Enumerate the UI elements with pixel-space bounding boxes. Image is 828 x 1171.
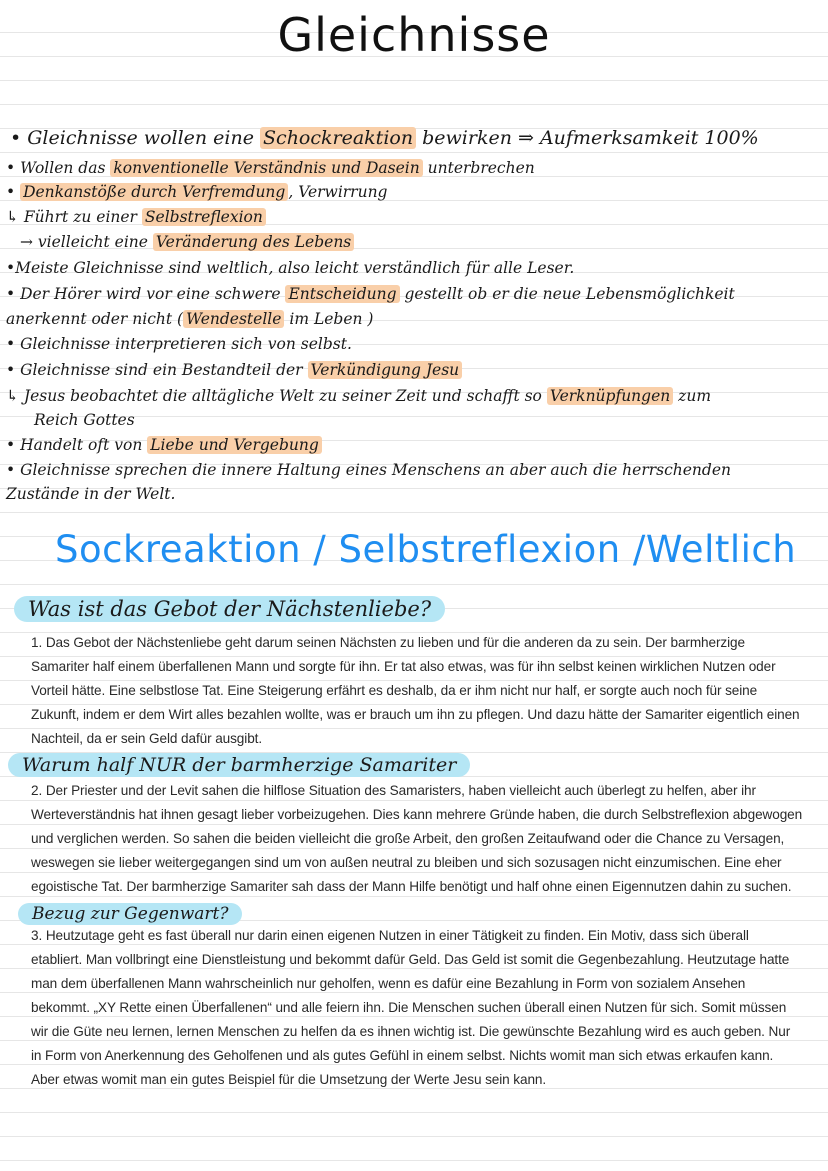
question-heading: Warum half NUR der barmherzige Samariter	[8, 753, 470, 777]
section-heading: Sockreaktion / Selbstreflexion /Weltlich	[55, 528, 797, 571]
note-line: • Gleichnisse sprechen die innere Haltung eines Menschens an aber auch die herrschenden	[6, 461, 731, 479]
page-title: Gleichnisse	[277, 8, 551, 62]
note-line: ↳ Führt zu einer Selbstreflexion	[6, 207, 266, 227]
note-line: • Denkanstöße durch Verfremdung , Verwirrung	[6, 183, 388, 201]
answer-paragraph: 2. Der Priester und der Levit sahen die hilflose Situation des Samaristers, haben vielleicht auch überlegt zu helfen, aber ihr Werteverständnis hat ihnen gesagt lieber vorbeizugehen. Dies kann mehrere Gründe haben, die durch Selbstreflexion abgewogen und verglichen werden. So sahen die beiden vielleicht die große Arbeit, den großen Zeitaufwand oder die Chance zu Versagen, weswegen sie lieber weitergegangen sind um von außen neutral zu bleiben und sich sozusagen nicht einzumischen. Eine eher egoistische Tat. Der barmherzige Samariter sah dass der Mann Hilfe benötigt und half ohne einen Eigennutzen dahin zu suchen.	[31, 783, 803, 894]
note-line: • Der Hörer wird vor eine schwere Entscheidung gestellt ob er die neue Lebensmöglichkeit	[6, 285, 735, 303]
note-line: • Wollen das konventionelle Verständnis und Dasein unterbrechen	[6, 159, 535, 177]
note-line: • Handelt oft von Liebe und Vergebung	[6, 435, 322, 455]
question-heading: Was ist das Gebot der Nächstenliebe?	[14, 596, 445, 622]
note-line: anerkennt oder nicht ( Wendestelle im Leben )	[6, 310, 374, 328]
answer-paragraph: 1. Das Gebot der Nächstenliebe geht darum seinen Nächsten zu lieben und für die anderen da zu sein. Der barmherzige Samariter half einem überfallenen Mann und sorgte für ihn. Er tat also etwas, was für ihn selbst keinen wirklichen Nutzen oder Vorteil hätte. Eine selbstlose Tat. Eine Steigerung erfährt es deshalb, da er ihm nicht nur half, er sorgte auch noch für seine Zukunft, indem er dem Wirt alles bezahlen wollte, was er brauch um ihn zu pflegen. Und dazu hätte der Samariter eigentlich einen Nachteil, da er sein Geld dafür ausgibt.	[31, 635, 800, 746]
note-line: → vielleicht eine Veränderung des Lebens	[20, 232, 354, 252]
note-line: • Gleichnisse interpretieren sich von selbst.	[6, 335, 352, 353]
answer-paragraph: 3. Heutzutage geht es fast überall nur darin einen eigenen Nutzen in einer Tätigkeit zu finden. Ein Motiv, dass sich überall etabliert. Man vollbringt eine Dienstleistung und bekommt dafür Geld. Das Geld ist somit die Gegenbezahlung. Heutzutage hatte man dem überfallenen Mann wahrscheinlich nur geholfen, wenn es dafür eine Bezahlung in Form von sozialem Ansehen bekommt. „XY Rette einen Überfallenen“ und alle feiern ihn. Die Menschen suchen überall einen Nutzen für sich. Somit müssen wir die Güte neu lernen, lernen Menschen zu helfen da es ihnen wichtig ist. Die gewünschte Bezahlung wird es auch geben. Nur in Form von Anerkennung des Geholfenen und als gutes Gefühl in einem selbst. Nichts womit man sich etwas erkaufen kann. Aber etwas womit man ein gutes Beispiel für die Umsetzung der Werte Jesu sein kann.	[31, 928, 791, 1087]
note-line: • Gleichnisse wollen eine Schockreaktion bewirken ⇒ Aufmerksamkeit 100%	[10, 127, 759, 149]
note-line: Reich Gottes	[34, 411, 135, 429]
note-line: ↳ Jesus beobachtet die alltägliche Welt zu seiner Zeit und schafft so Verknüpfungen zum	[6, 387, 712, 405]
note-line: Zustände in der Welt.	[6, 485, 176, 503]
question-heading: Bezug zur Gegenwart?	[18, 903, 242, 925]
note-line: •Meiste Gleichnisse sind weltlich, also leicht verständlich für alle Leser.	[6, 259, 575, 277]
note-line: • Gleichnisse sind ein Bestandteil der Verkündigung Jesu	[6, 360, 462, 380]
